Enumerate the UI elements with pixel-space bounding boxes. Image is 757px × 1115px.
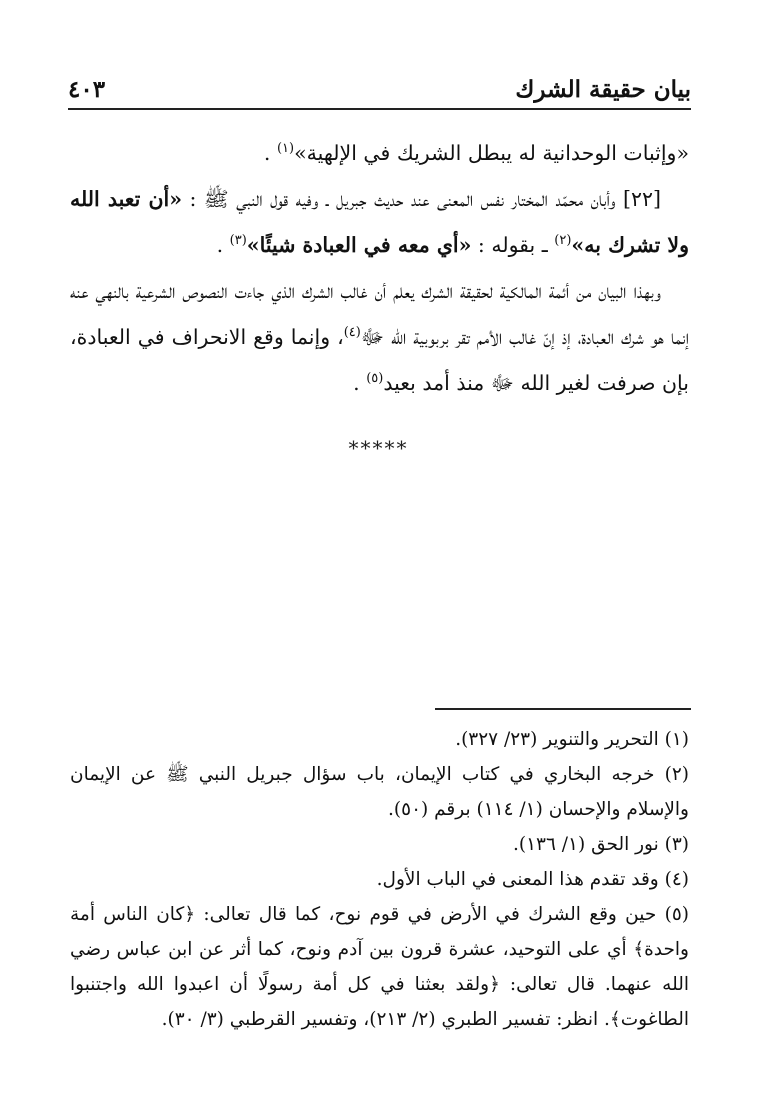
footnote-ref-5: (٥) <box>366 371 384 387</box>
paragraph-22-mid: ـ بقوله : <box>471 233 555 257</box>
page-number: ٤٠٣ <box>68 76 106 103</box>
quote-text: «وإثبات الوحدانية له يبطل الشريك في الإلهية» <box>294 141 689 165</box>
running-title: بيان حقيقة الشرك <box>515 76 691 103</box>
footnotes <box>70 722 689 1037</box>
footnote-2: (٢) خرجه البخاري في كتاب الإيمان، باب سؤال جبريل النبي ﷺ عن الإيمان والإسلام والإحسان (١/ ١١٤) برقم (٥٠). <box>70 764 689 820</box>
footnote-5: (٥) حين وقع الشرك في الأرض في قوم نوح، كما قال تعالى: ﴿كان الناس أمة واحدة﴾ أي على التوحيد، عشرة قرون بين آدم ونوح، كما أثر عن ابن عباس رضي الله عنهما. قال تعالى: ﴿ولقد بعثنا في كل أمة رسولًا أن اعبدوا الله واجتنبوا الطاغوت﴾. انظر: تفسير الطبري (٢/ ٢١٣)، وتفسير القرطبي (٣/ ٣٠). <box>70 904 689 1030</box>
section-divider: ***** <box>348 436 409 460</box>
footnote-ref-4: (٤) <box>343 325 361 341</box>
paragraph-22 <box>70 176 689 268</box>
paragraph-conclusion-end: . <box>353 371 367 395</box>
running-header <box>68 72 691 110</box>
paragraph-conclusion <box>70 268 689 406</box>
footnote-ref-3: (٣) <box>229 233 247 249</box>
footnote-4: (٤) وقد تقدم هذا المعنى في الباب الأول. <box>376 869 689 890</box>
paragraph-conclusion-text-2: ، وإنما وقع الانحراف في العبادة، بإن صرفت لغير الله ﷻ منذ أمد بعيد <box>70 325 689 395</box>
explanation-quote: «أي معه في العبادة شيئًا» <box>246 233 472 257</box>
paragraph-conclusion-text: وبهذا البيان من أئمة المالكية لحقيقة الشرك يعلم أن غالب الشرك الذي جاءت النصوص الشرعية بالنهي عنه إنما هو شرك العبادة، إذ إنّ غالب الأمم تقر بربوبية الله ﷻ <box>70 279 689 349</box>
quote-end: . <box>263 141 277 165</box>
main-text <box>70 130 689 406</box>
footnote-ref-1: (١) <box>276 141 295 157</box>
footnote-1: (١) التحرير والتنوير (٢٣/ ٣٢٧). <box>455 729 689 750</box>
quote-line <box>70 130 689 176</box>
footnote-3: (٣) نور الحق (١/ ١٣٦). <box>512 834 689 855</box>
paragraph-22-text: [٢٢] وأبان محمّد المختار نفس المعنى عند حديث جبريل ـ وفيه قول النبي ﷺ : <box>182 187 661 211</box>
footnote-separator <box>435 708 691 710</box>
hadith-quote: «أن تعبد الله ولا تشرك به» <box>70 187 689 257</box>
footnote-ref-2: (٢) <box>554 233 572 249</box>
paragraph-22-end: . <box>216 233 230 257</box>
